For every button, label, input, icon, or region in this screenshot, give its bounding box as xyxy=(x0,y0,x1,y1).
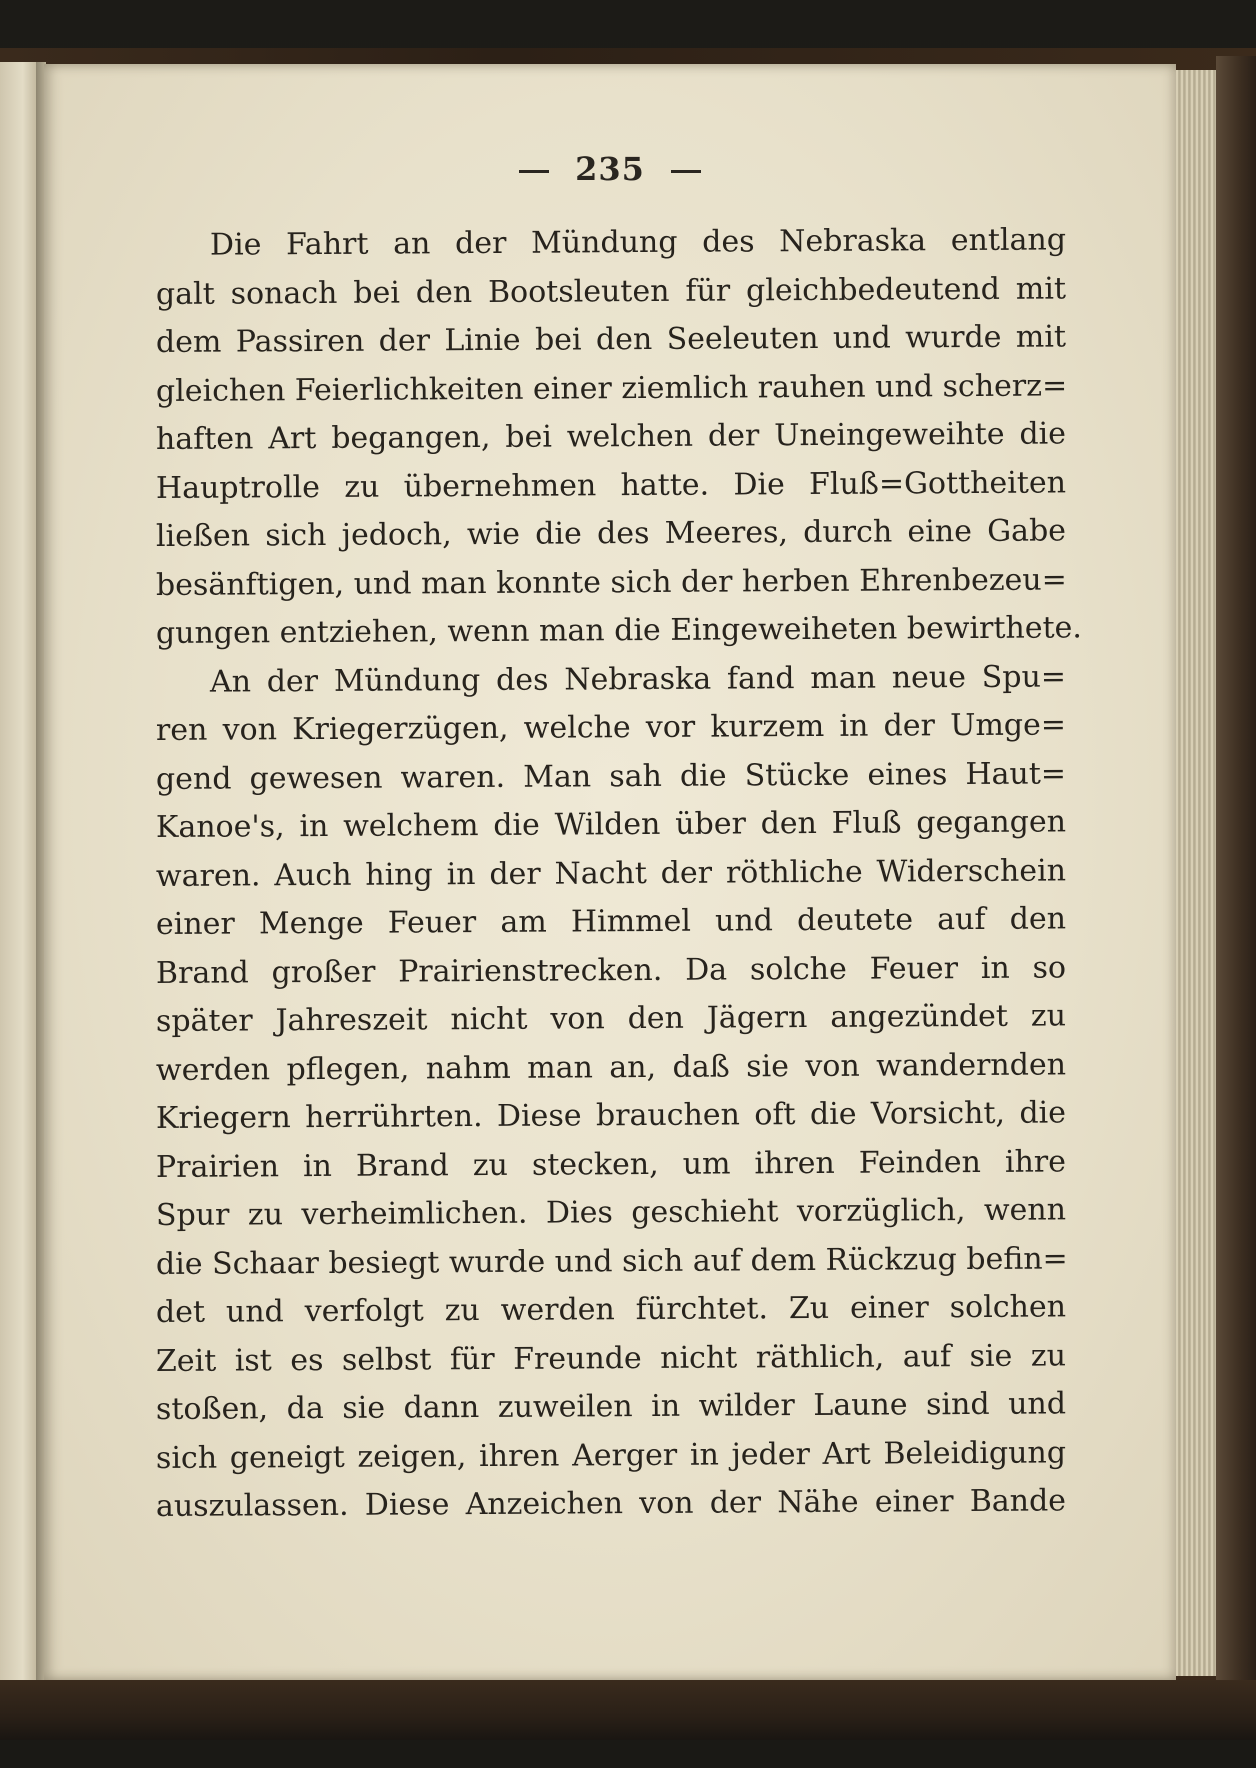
text-line: Die Fahrt an der Mündung des Nebraska entlang xyxy=(209,222,1067,263)
text-line: Spur zu verheimlichen. Dies geschieht vorzüglich, wenn xyxy=(155,1192,1067,1233)
text-line: det und verfolgt zu werden fürchtet. Zu einer solchen xyxy=(155,1289,1067,1330)
text-line: ließen sich jedoch, wie die des Meeres, durch eine Gabe xyxy=(155,513,1067,554)
text-line: Zeit ist es selbst für Freunde nicht räthlich, auf sie zu xyxy=(155,1337,1067,1379)
text-line: gleichen Feierlichkeiten einer ziemlich rauhen und scherz= xyxy=(155,367,1068,409)
text-line: stoßen, da sie dann zuweilen in wilder Laune sind und xyxy=(155,1386,1067,1427)
text-line: Hauptrolle zu übernehmen hatte. Die Fluß=Gottheiten xyxy=(155,464,1067,506)
text-line: Kriegern herrührten. Diese brauchen oft die Vorsicht, die xyxy=(155,1095,1067,1136)
text-line: werden pflegen, nahm man an, daß sie von wandernden xyxy=(155,1046,1067,1088)
text-line: haften Art begangen, bei welchen der Uneingeweihte die xyxy=(155,416,1067,457)
text-line: waren. Auch hing in der Nacht der röthliche Widerschein xyxy=(155,852,1067,894)
fore-edge-pages xyxy=(1176,70,1216,1676)
text-line: gend gewesen waren. Man sah die Stücke eines Haut= xyxy=(155,755,1067,797)
text-line: galt sonach bei den Bootsleuten für gleichbedeutend mit xyxy=(155,270,1067,312)
page-number-header xyxy=(44,150,1176,188)
text-line: besänftigen, und man konnte sich der herben Ehrenbezeu= xyxy=(155,561,1067,603)
header-dash-left xyxy=(519,170,549,173)
cover-bottom-edge xyxy=(0,1680,1256,1740)
text-line: Kanoe's, in welchem die Wilden über den Fluß gegangen xyxy=(155,804,1067,845)
facing-page-edge xyxy=(0,62,38,1682)
page-body-text xyxy=(155,222,1082,1532)
text-line: Prairien in Brand zu stecken, um ihren Feinden ihre xyxy=(155,1143,1067,1185)
text-line: einer Menge Feuer am Himmel und deutete auf den xyxy=(155,901,1067,942)
page-number: 235 xyxy=(575,150,645,188)
text-line: ren von Kriegerzügen, welche vor kurzem in der Umge= xyxy=(155,707,1067,748)
text-line: An der Mündung des Nebraska fand man neue Spu= xyxy=(209,658,1067,700)
text-line: dem Passiren der Linie bei den Seeleuten und wurde mit xyxy=(155,319,1067,360)
text-line: auszulassen. Diese Anzeichen von der Nähe einer Bande xyxy=(155,1483,1067,1524)
text-line: später Jahreszeit nicht von den Jägern angezündet zu xyxy=(155,998,1067,1039)
text-line: sich geneigt zeigen, ihren Aerger in jeder Art Beleidigung xyxy=(155,1434,1067,1476)
text-line: Brand großer Prairienstrecken. Da solche Feuer in so xyxy=(155,949,1067,991)
text-line: gungen entziehen, wenn man die Eingeweiheten bewirthete. xyxy=(155,610,1082,651)
back-cover-edge xyxy=(1216,56,1256,1716)
book-page xyxy=(44,64,1176,1680)
header-dash-right xyxy=(671,170,701,173)
text-line: die Schaar besiegt wurde und sich auf dem Rückzug befin= xyxy=(155,1240,1068,1282)
